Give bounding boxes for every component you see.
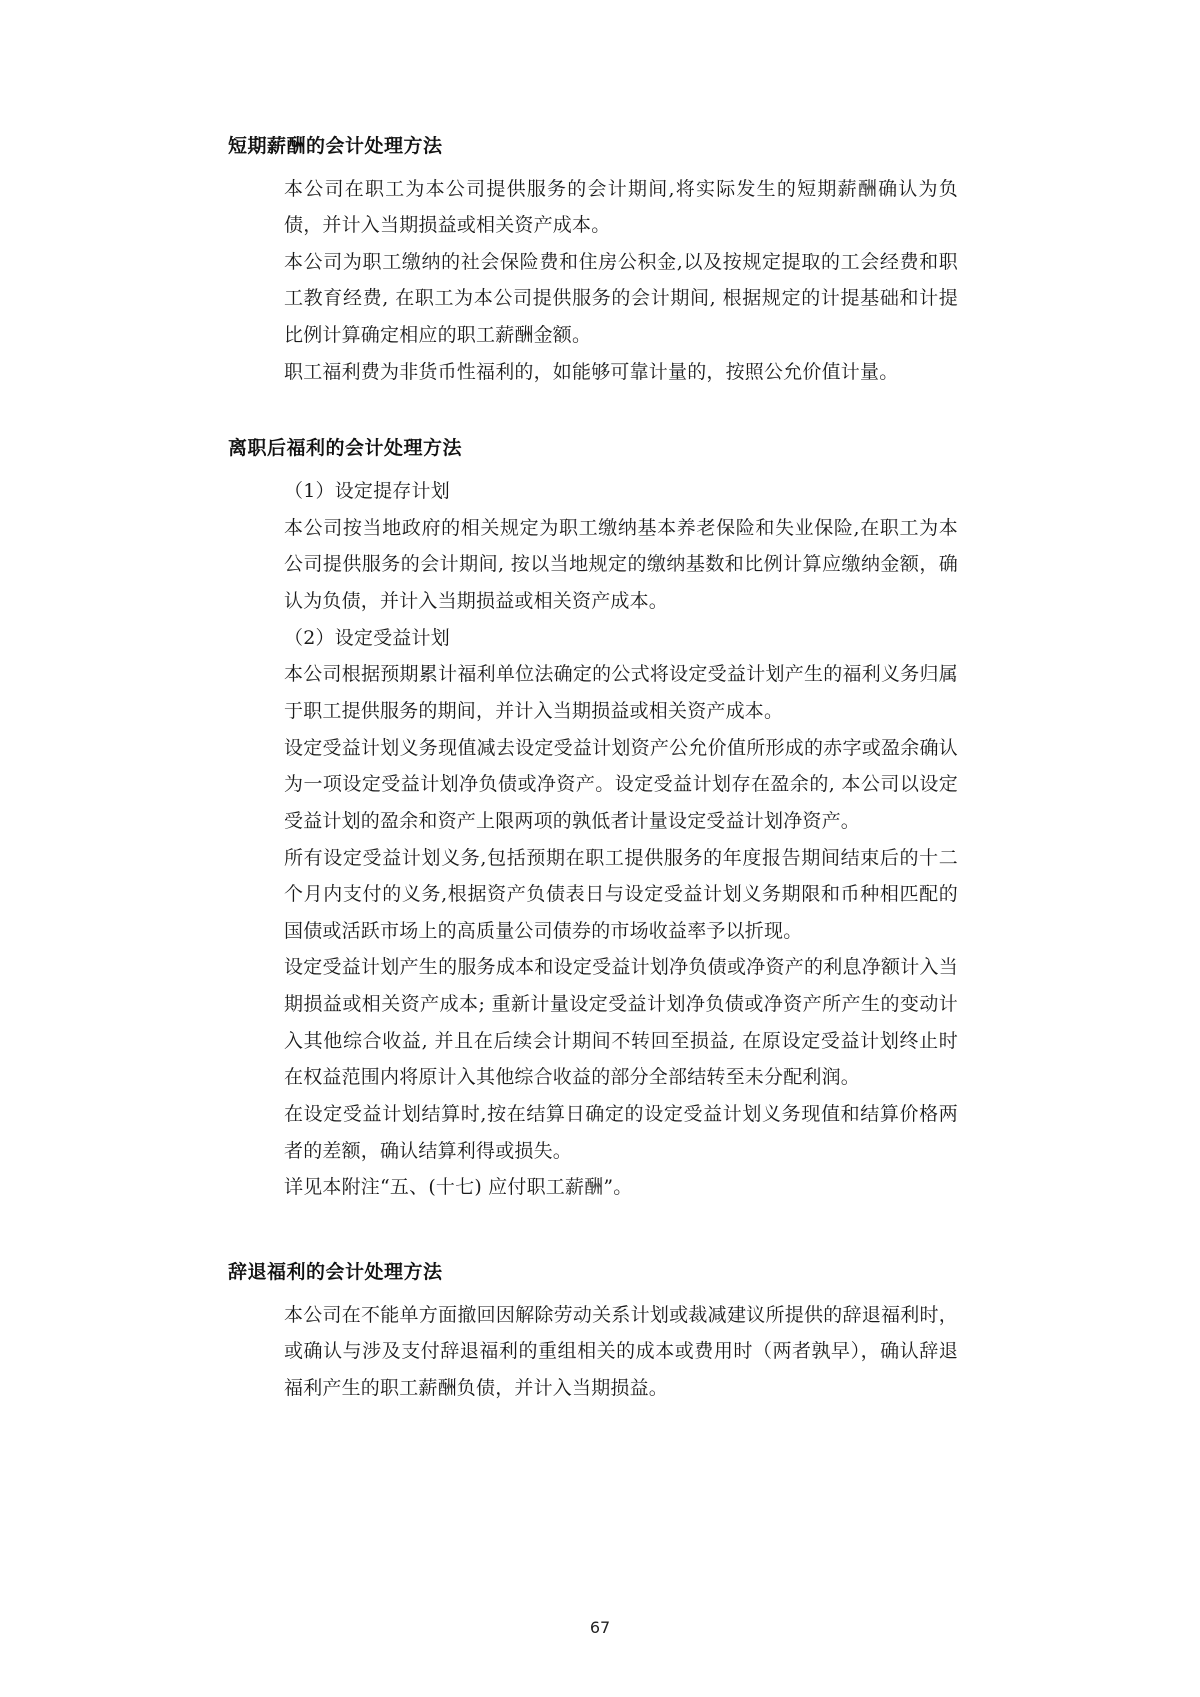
paragraph: 本公司按当地政府的相关规定为职工缴纳基本养老保险和失业保险,在职工为本公司提供服务的会计期间, 按以当地规定的缴纳基数和比例计算应缴纳金额，确认为负债，并计入当期损益或相关资产成本。 xyxy=(284,516,958,612)
paragraph: 设定受益计划产生的服务成本和设定受益计划净负债或净资产的利息净额计入当期损益或相关资产成本; 重新计量设定受益计划净负债或净资产所产生的变动计入其他综合收益, 并且在后续会计期间不转回至损益, 在原设定受益计划终止时在权益范围内将原计入其他综合收益的部分全部结转至未分配利润。 xyxy=(284,956,958,1089)
paragraph: 本公司在不能单方面撤回因解除劳动关系计划或裁减建议所提供的辞退福利时，或确认与涉及支付辞退福利的重组相关的成本或费用时（两者孰早），确认辞退福利产生的职工薪酬负债，并计入当期损益。 xyxy=(284,1303,958,1399)
paragraph: 所有设定受益计划义务,包括预期在职工提供服务的年度报告期间结束后的十二个月内支付的义务,根据资产负债表日与设定受益计划义务期限和币种相匹配的国债或活跃市场上的高质量公司债券的市场收益率予以折现。 xyxy=(284,846,958,942)
paragraph: 设定受益计划义务现值减去设定受益计划资产公允价值所形成的赤字或盈余确认为一项设定受益计划净负债或净资产。设定受益计划存在盈余的, 本公司以设定受益计划的盈余和资产上限两项的孰低者计量设定受益计划净资产。 xyxy=(284,736,958,832)
paragraph: 详见本附注“五、(十七) 应付职工薪酬”。 xyxy=(284,1176,633,1199)
list-item-label: （1）设定提存计划 xyxy=(284,479,450,502)
paragraph: 本公司在职工为本公司提供服务的会计期间,将实际发生的短期薪酬确认为负债，并计入当期损益或相关资产成本。 xyxy=(284,177,958,237)
section-post-employment-benefits xyxy=(228,434,958,1206)
paragraph: 职工福利费为非货币性福利的，如能够可靠计量的，按照公允价值计量。 xyxy=(284,360,899,383)
paragraph: 本公司根据预期累计福利单位法确定的公式将设定受益计划产生的福利义务归属于职工提供服务的期间，并计入当期损益或相关资产成本。 xyxy=(284,663,958,722)
section-spacer xyxy=(228,390,958,434)
paragraph: 本公司为职工缴纳的社会保险费和住房公积金,以及按规定提取的工会经费和职工教育经费, 在职工为本公司提供服务的会计期间, 根据规定的计提基础和计提比例计算确定相应的职工薪酬金额。 xyxy=(284,250,958,347)
section-heading: 辞退福利的会计处理方法 xyxy=(228,1261,443,1284)
page-number: 67 xyxy=(589,1618,611,1637)
section-heading: 短期薪酬的会计处理方法 xyxy=(228,135,443,157)
section-termination-benefits xyxy=(228,1258,958,1406)
document-body xyxy=(228,132,958,1407)
section-spacer xyxy=(228,1206,958,1258)
list-item-label: （2）设定受益计划 xyxy=(284,626,450,649)
section-short-term-compensation xyxy=(228,132,958,390)
section-heading: 离职后福利的会计处理方法 xyxy=(228,437,463,460)
paragraph: 在设定受益计划结算时,按在结算日确定的设定受益计划义务现值和结算价格两者的差额，确认结算利得或损失。 xyxy=(284,1103,958,1162)
